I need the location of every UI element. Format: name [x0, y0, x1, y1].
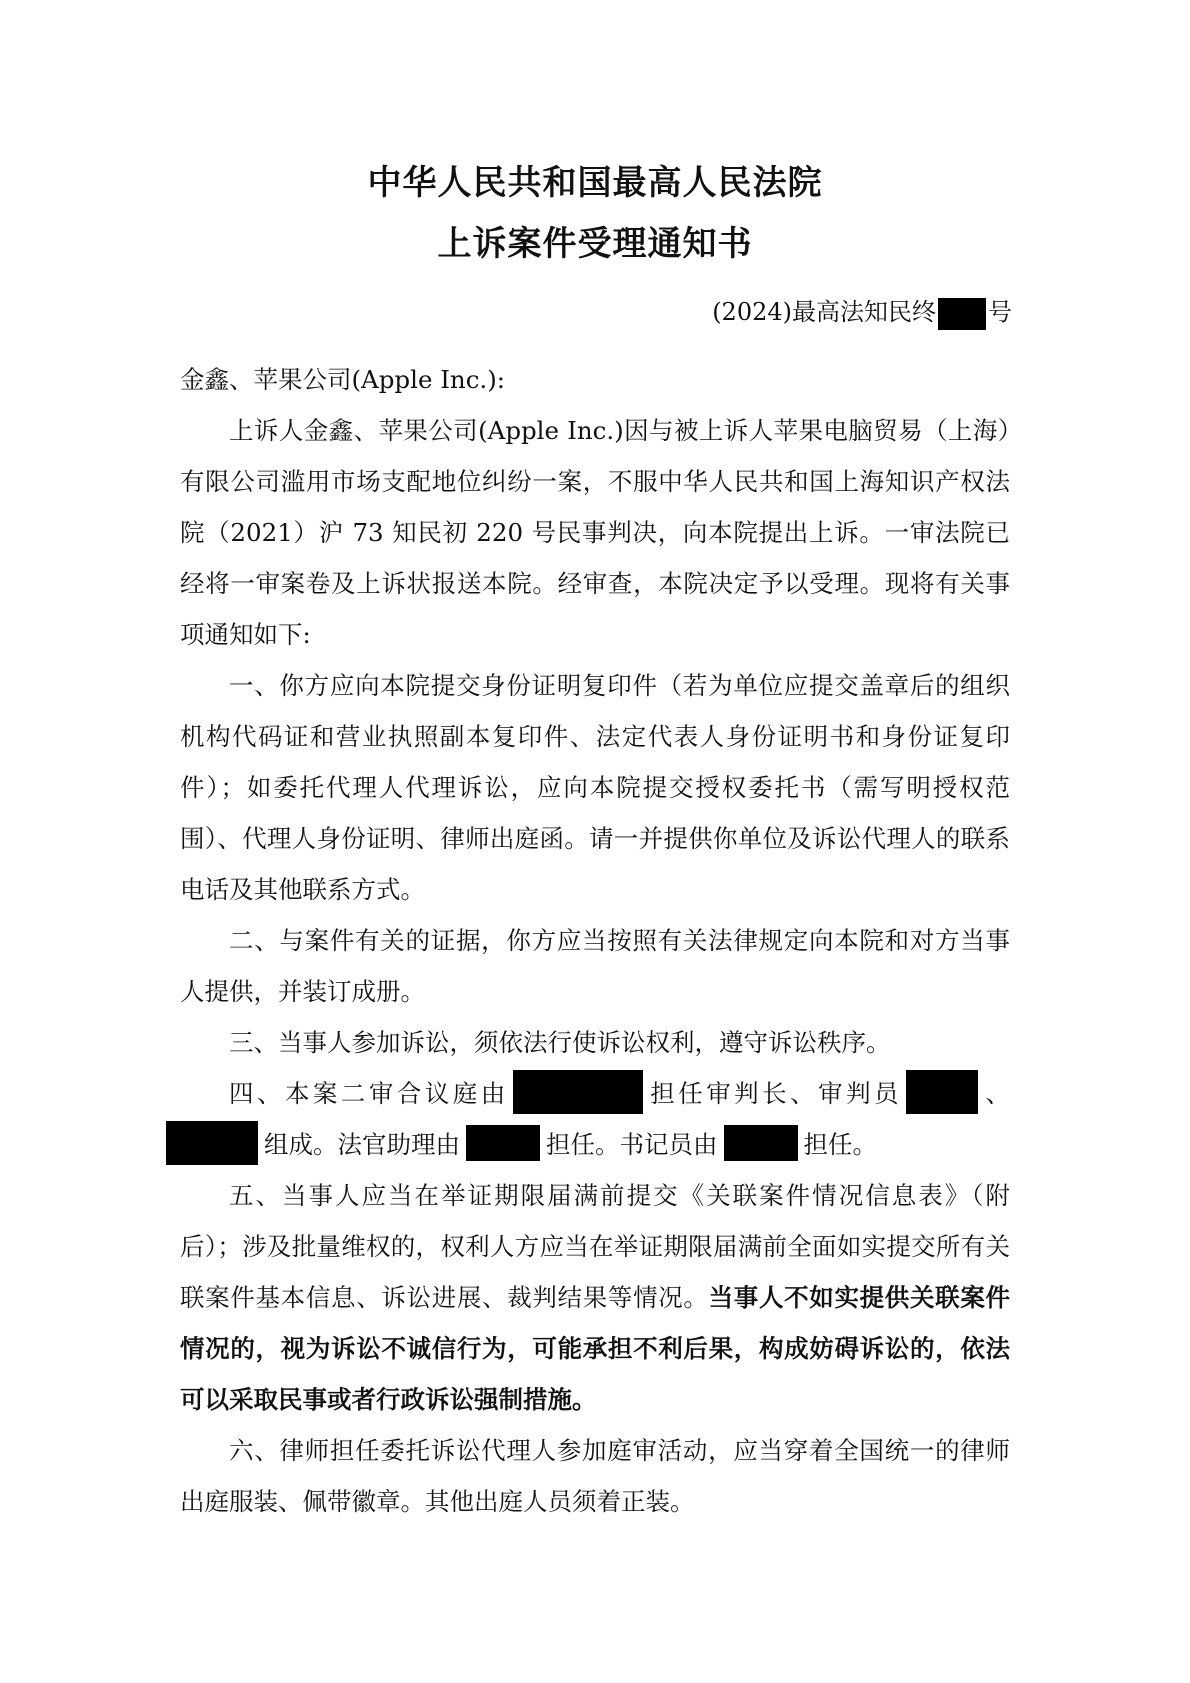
item-4 — [180, 1068, 1010, 1170]
item-4-part-4: 组成。法官助理由 — [264, 1130, 460, 1159]
item-5 — [180, 1170, 1010, 1425]
case-number-prefix: (2024)最高法知民终 — [712, 298, 936, 326]
item-5-text: 五、当事人应当在举证期限届满前提交《关联案件情况信息表》（附后）；涉及批量维权的，权利人方应当在举证期限届满前全面如实提交所有关联案件基本信息、诉讼进展、裁判结果等情况。 — [180, 1181, 1010, 1312]
item-4-part-6: 担任。 — [803, 1130, 877, 1159]
redaction-block — [724, 1125, 798, 1161]
redaction-block — [906, 1070, 978, 1114]
notice-body — [180, 354, 1010, 1527]
item-5-warning: 当事人不如实提供关联案件情况的，视为诉讼不诚信行为，可能承担不利后果，构成妨碍诉讼的，依法可以采取民事或者行政诉讼强制措施。 — [180, 1283, 1010, 1414]
document-title: 上诉案件受理通知书 — [437, 224, 753, 264]
item-3: 三、当事人参加诉讼，须依法行使诉讼权利，遵守诉讼秩序。 — [229, 1028, 891, 1057]
case-number — [712, 292, 1012, 330]
item-4-part-2: 担任审判长、审判员 — [646, 1079, 903, 1108]
item-6: 六、律师担任委托诉讼代理人参加庭审活动，应当穿着全国统一的律师出庭服装、佩带徽章。其他出庭人员须着正装。 — [180, 1436, 1010, 1516]
addressee: 金鑫、苹果公司(Apple Inc.): — [180, 365, 506, 394]
item-4-part-3: 、 — [982, 1079, 1011, 1108]
court-title: 中华人民共和国最高人民法院 — [367, 163, 823, 203]
item-1: 一、你方应向本院提交身份证明复印件（若为单位应提交盖章后的组织机构代码证和营业执照副本复印件、法定代表人身份证明书和身份证复印件）；如委托代理人代理诉讼，应向本院提交授权委托书（需写明授权范围）、代理人身份证明、律师出庭函。请一并提供你单位及诉讼代理人的联系电话及其他联系方式。 — [180, 671, 1010, 904]
redaction-block — [938, 298, 986, 330]
item-2: 二、与案件有关的证据，你方应当按照有关法律规定向本院和对方当事人提供，并装订成册。 — [180, 926, 1010, 1006]
redaction-block — [166, 1121, 258, 1165]
redaction-block — [513, 1070, 643, 1114]
intro-paragraph: 上诉人金鑫、苹果公司(Apple Inc.)因与被上诉人苹果电脑贸易（上海）有限公司滥用市场支配地位纠纷一案，不服中华人民共和国上海知识产权法院（2021）沪 73 知民初 220 号民事判决，向本院提出上诉。一审法院已经将一审案卷及上诉状报送本院。经审查，本院决定予以受理。现将有关事项通知如下: — [180, 416, 1010, 649]
item-4-part-1: 四、本案二审合议庭由 — [229, 1079, 509, 1108]
case-number-suffix: 号 — [988, 298, 1012, 326]
item-4-part-5: 担任。书记员由 — [546, 1130, 718, 1159]
redaction-block — [466, 1125, 540, 1161]
